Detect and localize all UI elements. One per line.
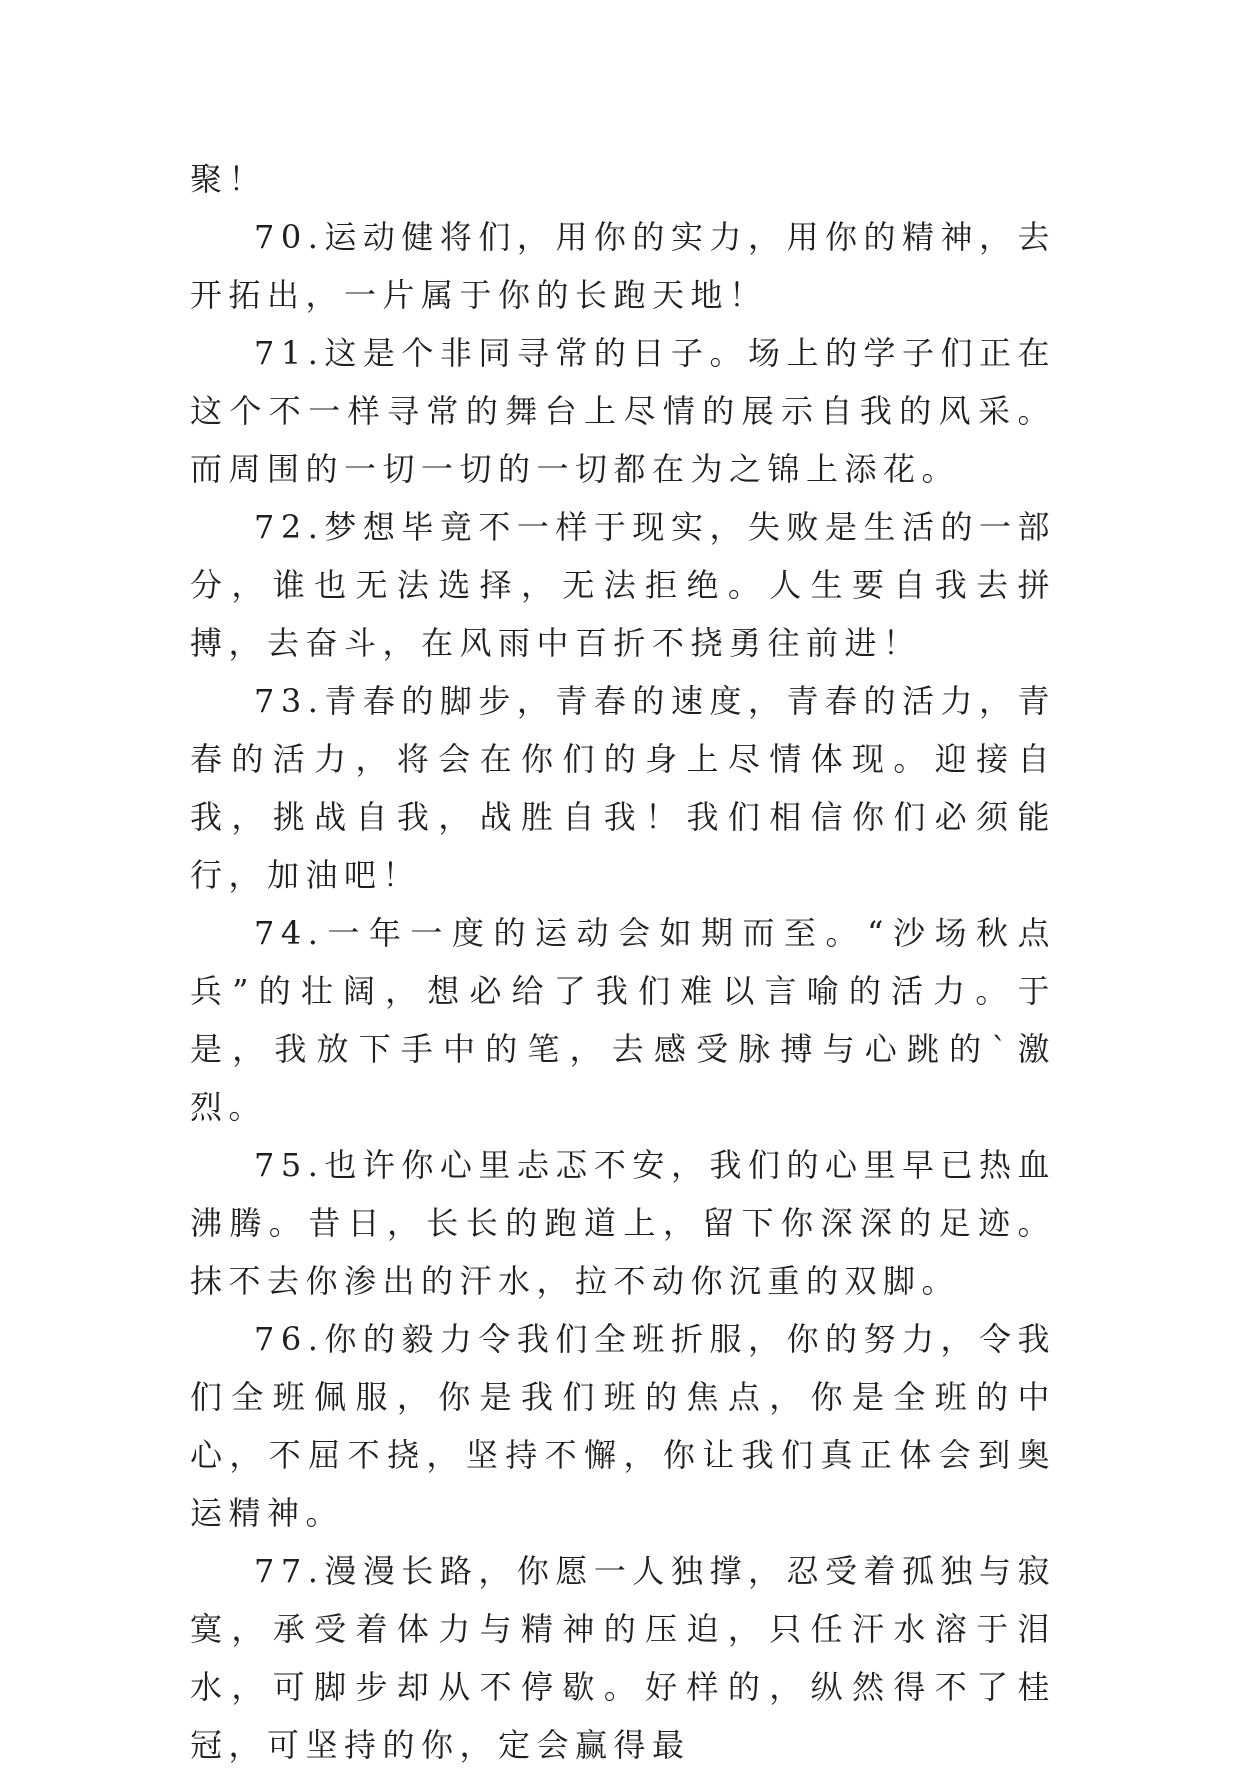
paragraph-76: 76.你的毅力令我们全班折服，你的努力，令我们全班佩服，你是我们班的焦点，你是全班的中心，不屈不挠，坚持不懈，你让我们真正体会到奥运精神。 bbox=[190, 1320, 1056, 1532]
paragraph-77: 77.漫漫长路，你愿一人独撑，忍受着孤独与寂寞，承受着体力与精神的压迫，只任汗水溶于泪水，可脚步却从不停歇。好样的，纵然得不了桂冠，可坚持的你，定会赢得最 bbox=[190, 1552, 1056, 1764]
document-body bbox=[190, 150, 1056, 1774]
paragraph-74: 74.一年一度的运动会如期而至。“沙场秋点兵”的壮阔，想必给了我们难以言喻的活力。于是，我放下手中的笔，去感受脉搏与心跳的`激烈。 bbox=[190, 914, 1056, 1126]
paragraph-continuation: 聚！ bbox=[190, 160, 268, 198]
paragraph-70: 70.运动健将们，用你的实力，用你的精神，去开拓出，一片属于你的长跑天地！ bbox=[190, 218, 1056, 314]
paragraph-71: 71.这是个非同寻常的日子。场上的学子们正在这个不一样寻常的舞台上尽情的展示自我的风采。而周围的一切一切的一切都在为之锦上添花。 bbox=[190, 334, 1056, 488]
paragraph-75: 75.也许你心里忐忑不安，我们的心里早已热血沸腾。昔日，长长的跑道上，留下你深深的足迹。抹不去你渗出的汗水，拉不动你沉重的双脚。 bbox=[190, 1146, 1056, 1300]
paragraph-72: 72.梦想毕竟不一样于现实，失败是生活的一部分，谁也无法选择，无法拒绝。人生要自我去拼搏，去奋斗，在风雨中百折不挠勇往前进！ bbox=[190, 508, 1056, 662]
paragraph-73: 73.青春的脚步，青春的速度，青春的活力，青春的活力，将会在你们的身上尽情体现。迎接自我，挑战自我，战胜自我！我们相信你们必须能行，加油吧！ bbox=[190, 682, 1056, 894]
